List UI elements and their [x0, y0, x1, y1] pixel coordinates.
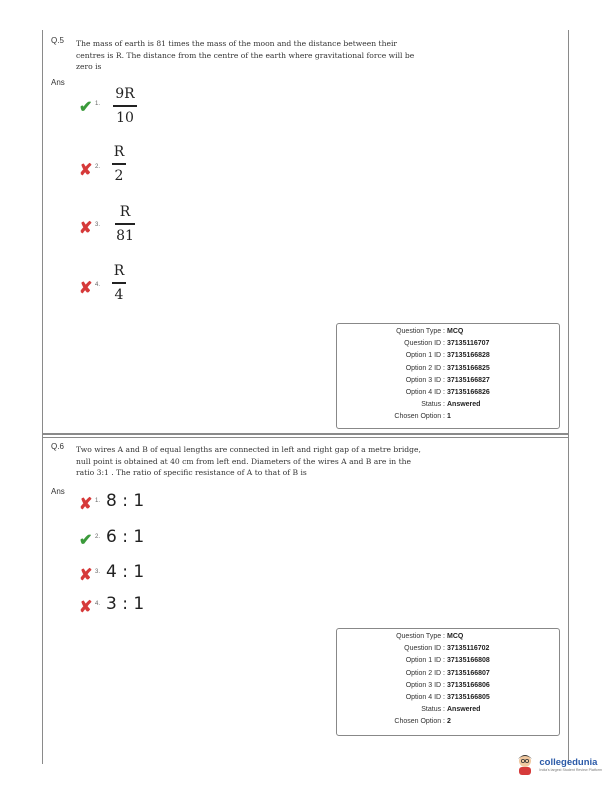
fraction-denominator: 10 [116, 110, 134, 126]
option-number: 4. [95, 282, 101, 288]
info-row [337, 411, 559, 423]
info-row [337, 643, 559, 655]
cross-icon: ✘ [79, 162, 93, 179]
logo-text [539, 757, 602, 772]
info-row [337, 631, 559, 643]
info-row [337, 655, 559, 667]
info-key: Question Type : [396, 633, 445, 640]
fraction-answer [107, 85, 143, 127]
info-key: Status : [421, 401, 445, 409]
info-key: Question Type : [396, 328, 445, 335]
info-value: 2 [447, 718, 451, 726]
info-row [337, 680, 559, 692]
question-text-line: null point is obtained at 40 cm from left end. Diameters of the wires A and B are in the [76, 456, 412, 466]
fraction-bar [112, 163, 126, 165]
fraction-answer [101, 262, 137, 304]
ratio-answer: 6 : 1 [106, 527, 145, 547]
info-value: MCQ [447, 328, 464, 335]
fraction-denominator: 2 [114, 168, 124, 184]
check-icon: ✔ [79, 532, 93, 549]
info-value: 37135116702 [447, 645, 490, 653]
option-number: 3. [95, 569, 101, 575]
info-value: Answered [447, 401, 481, 409]
info-key: Option 4 ID : [405, 389, 445, 397]
info-row [337, 704, 559, 716]
question-text-line: zero is [76, 62, 102, 71]
fraction-bar [113, 105, 137, 107]
cross-icon: ✘ [79, 567, 93, 584]
info-row [337, 350, 559, 362]
info-value: 37135166806 [447, 681, 490, 689]
answer-label: Ans [51, 78, 65, 87]
info-value: 37135166805 [447, 694, 490, 702]
page-left-border [42, 30, 43, 764]
collegedunia-logo[interactable] [515, 753, 602, 775]
fraction-answer [107, 203, 143, 245]
question-text-line: centres is R. The distance from the centre of the earth where gravitational force will be [76, 50, 415, 60]
info-key: Status : [421, 706, 445, 714]
question-number: Q.6 [51, 442, 64, 451]
logo-name: collegedunia [539, 756, 598, 768]
page-right-border [568, 30, 569, 764]
answer-label: Ans [51, 487, 65, 496]
info-value: 37135166825 [447, 364, 490, 372]
question-text-line: The mass of earth is 81 times the mass of the moon and the distance between their [76, 39, 398, 48]
info-key: Chosen Option : [394, 718, 445, 726]
info-row [337, 668, 559, 680]
fraction-numerator: R [119, 204, 131, 220]
fraction-bar [112, 282, 126, 284]
question-text-line: Two wires A and B of equal lengths are connected in left and right gap of a metre bridge, [76, 445, 421, 454]
option-number: 1. [95, 101, 101, 107]
info-key: Option 2 ID : [405, 669, 445, 677]
info-value: Answered [447, 706, 481, 714]
cross-icon: ✘ [79, 220, 93, 237]
info-key: Question ID : [404, 645, 445, 653]
option-number: 2. [95, 164, 101, 170]
question-info-box [336, 628, 560, 736]
cross-icon: ✘ [79, 496, 93, 513]
info-row [337, 387, 559, 399]
cross-icon: ✘ [79, 599, 93, 616]
fraction-denominator: 81 [116, 228, 134, 244]
fraction-numerator: 9R [115, 86, 135, 102]
info-value: 37135166826 [447, 389, 490, 397]
info-key: Option 4 ID : [405, 694, 445, 702]
info-value: MCQ [447, 633, 464, 640]
question-divider [42, 433, 569, 435]
info-row [337, 375, 559, 387]
info-key: Option 3 ID : [405, 376, 445, 384]
fraction-bar [115, 223, 135, 225]
fraction-numerator: R [113, 144, 125, 160]
cross-icon: ✘ [79, 280, 93, 297]
fraction-answer [101, 143, 137, 185]
question-divider-2 [42, 437, 569, 438]
info-key: Option 3 ID : [405, 681, 445, 689]
option-number: 4. [95, 601, 101, 607]
question-text-line: ratio 3:1 . The ratio of specific resistance of A to that of B is [76, 468, 307, 477]
question-info-box [336, 323, 560, 429]
ratio-answer: 4 : 1 [106, 562, 145, 582]
info-key: Option 1 ID : [405, 657, 445, 665]
question-number: Q.5 [51, 36, 64, 45]
fraction-denominator: 4 [114, 287, 124, 303]
info-value: 37135166827 [447, 376, 490, 384]
info-key: Option 2 ID : [405, 364, 445, 372]
ratio-answer: 8 : 1 [106, 491, 145, 511]
info-key: Question ID : [404, 340, 445, 348]
mascot-icon [515, 753, 535, 775]
info-value: 37135116707 [447, 340, 490, 348]
info-value: 1 [447, 413, 451, 421]
info-key: Option 1 ID : [405, 352, 445, 360]
info-value: 37135166808 [447, 657, 490, 665]
info-value: 37135166828 [447, 352, 490, 360]
question-text [76, 38, 414, 73]
question-text [76, 444, 421, 479]
info-value: 37135166807 [447, 669, 490, 677]
option-number: 3. [95, 222, 101, 228]
check-icon: ✔ [79, 99, 93, 116]
info-row [337, 692, 559, 704]
ratio-answer: 3 : 1 [106, 594, 145, 614]
option-number: 1. [95, 498, 101, 504]
option-number: 2. [95, 534, 101, 540]
info-row [337, 363, 559, 375]
info-row [337, 326, 559, 338]
fraction-numerator: R [113, 263, 125, 279]
info-row [337, 338, 559, 350]
info-row [337, 399, 559, 411]
info-row [337, 716, 559, 728]
info-key: Chosen Option : [394, 413, 445, 421]
logo-tagline: India's largest Student Review Platform [539, 767, 602, 772]
